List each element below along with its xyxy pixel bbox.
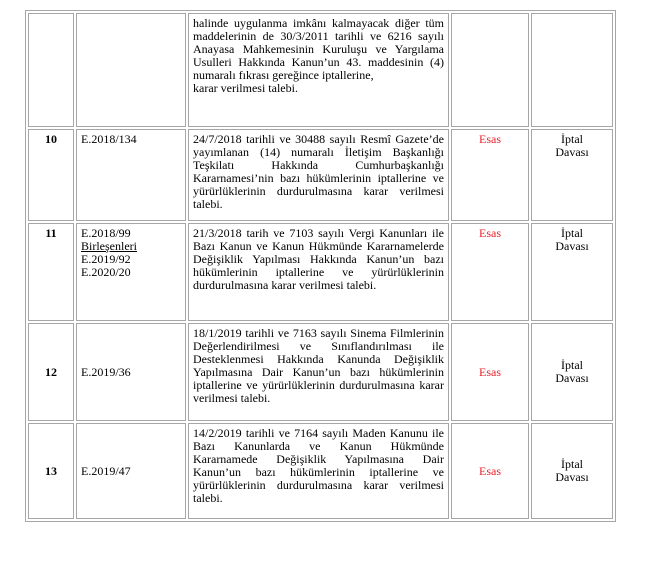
type-text-line1: İptal [561, 457, 583, 471]
file-number-text: E.2019/92 [81, 252, 131, 266]
row-number: 11 [28, 223, 74, 321]
table-row [28, 223, 613, 321]
file-number [76, 13, 186, 127]
case-table [25, 10, 616, 522]
subject-text-tail: karar verilmesi talebi. [193, 81, 298, 95]
document-page [25, 10, 600, 522]
stage-cell [451, 423, 529, 519]
row-number: 13 [28, 423, 74, 519]
subject-text: 14/2/2019 tarihli ve 7164 sayılı Maden Kanunu ile Bazı Kanunlarda ve Kanun Hükmünde Kararnamede Değişiklik Yapılmasına Dair Kanun’un bazı hükümlerinin iptallerine ve yürürlüklerinin durdurulmasına karar verilmesi talebi. [193, 426, 444, 505]
type-text-line2: Davası [555, 470, 589, 484]
row-number: 10 [28, 129, 74, 221]
stage-cell [451, 323, 529, 421]
subject-text: 18/1/2019 tarihli ve 7163 sayılı Sinema Filmlerinin Değerlendirilmesi ve Sınıflandırılması ile Desteklenmesi Hakkında Kanunda Değişiklik Yapılmasına Dair Kanun’un bazı hükümlerinin iptallerine ve yürürlüklerinin durdurulmasına karar verilmesi talebi. [193, 326, 444, 405]
file-number-text: E.2018/99 [81, 226, 131, 240]
file-number [76, 423, 186, 519]
type-text-line2: Davası [555, 239, 589, 253]
type-cell [531, 423, 613, 519]
stage-text: Esas [479, 226, 501, 240]
table-row [28, 13, 613, 127]
table-row [28, 129, 613, 221]
subject-cell [188, 13, 449, 127]
file-number-text: E.2019/36 [81, 364, 131, 379]
stage-text: Esas [479, 132, 501, 146]
type-text-line2: Davası [555, 145, 589, 159]
file-number-text: E.2019/47 [81, 463, 131, 478]
row-number: 12 [28, 323, 74, 421]
subject-cell [188, 323, 449, 421]
stage-text: Esas [479, 364, 501, 379]
subject-cell [188, 223, 449, 321]
type-cell [531, 223, 613, 321]
file-number-text: E.2020/20 [81, 265, 131, 279]
merged-files-label: Birleşenleri [81, 239, 137, 253]
subject-text: 21/3/2018 tarih ve 7103 sayılı Vergi Kanunları ile Bazı Kanun ve Kanun Hükmünde Kararnamelerde Değişiklik Yapılması Hakkında Kanun’un bazı hükümlerinin iptallerine ve yürürlüklerinin durdurulmasına karar verilmesi talebi. [193, 226, 444, 292]
stage-cell [451, 13, 529, 127]
file-number [76, 129, 186, 221]
row-number [28, 13, 74, 127]
subject-cell [188, 423, 449, 519]
table-row [28, 323, 613, 421]
file-number [76, 323, 186, 421]
type-text-line1: İptal [561, 226, 583, 240]
type-text-line1: İptal [561, 132, 583, 146]
type-cell [531, 129, 613, 221]
stage-text: Esas [479, 463, 501, 478]
type-text-line2: Davası [555, 371, 589, 385]
table-row [28, 423, 613, 519]
type-cell [531, 13, 613, 127]
file-number-text: E.2018/134 [81, 132, 137, 146]
type-cell [531, 323, 613, 421]
subject-text: 24/7/2018 tarihli ve 30488 sayılı Resmî Gazete’de yayımlanan (14) numaralı İletişim Başkanlığı Teşkilatı Hakkında Cumhurbaşkanlığı Kararnamesi’nin bazı hükümlerinin iptallerine ve yürürlüklerinin durdurulmasına karar verilmesi talebi. [193, 132, 444, 211]
subject-cell [188, 129, 449, 221]
subject-text: halinde uygulanma imkânı kalmayacak diğer tüm maddelerinin de 30/3/2011 tarihli ve 6216 sayılı Anayasa Mahkemesinin Kuruluşu ve Yargılama Usulleri Hakkında Kanun’un 43. maddesinin (4) numaralı fıkrası gereğince iptallerine, [193, 16, 444, 82]
stage-cell [451, 223, 529, 321]
file-number [76, 223, 186, 321]
type-text-line1: İptal [561, 358, 583, 372]
stage-cell [451, 129, 529, 221]
